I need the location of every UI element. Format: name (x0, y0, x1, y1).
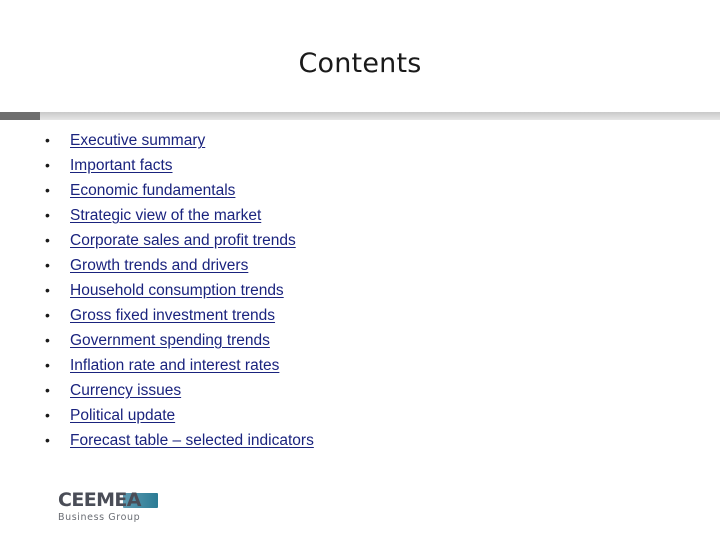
company-logo (58, 490, 168, 523)
contents-link-executive-summary[interactable]: Executive summary (70, 132, 206, 149)
bullet-icon: • (45, 407, 50, 423)
list-item (0, 278, 314, 303)
bullet-icon: • (45, 357, 50, 373)
bullet-icon: • (45, 207, 50, 223)
logo-subtitle: Business Group (58, 512, 141, 523)
divider-dark-segment (0, 112, 40, 120)
list-item (0, 303, 314, 328)
bullet-icon: • (45, 282, 50, 298)
list-item (0, 353, 314, 378)
contents-link-government-spending[interactable]: Government spending trends (70, 332, 270, 349)
logo-wordmark (58, 490, 168, 510)
slide-title: Contents (298, 48, 422, 79)
logo-name: CEEMEA (58, 489, 141, 511)
bullet-icon: • (45, 232, 50, 248)
list-item (0, 203, 314, 228)
contents-list (0, 128, 314, 453)
contents-link-political-update[interactable]: Political update (70, 407, 176, 424)
list-item (0, 428, 314, 453)
title-divider (0, 112, 720, 120)
list-item (0, 178, 314, 203)
list-item (0, 328, 314, 353)
contents-link-inflation-interest[interactable]: Inflation rate and interest rates (70, 357, 280, 374)
list-item (0, 403, 314, 428)
list-item (0, 253, 314, 278)
contents-link-household-consumption[interactable]: Household consumption trends (70, 282, 284, 299)
bullet-icon: • (45, 332, 50, 348)
contents-link-corporate-sales[interactable]: Corporate sales and profit trends (70, 232, 296, 249)
contents-link-forecast-table[interactable]: Forecast table – selected indicators (70, 432, 314, 449)
bullet-icon: • (45, 157, 50, 173)
bullet-icon: • (45, 132, 50, 148)
contents-link-currency-issues[interactable]: Currency issues (70, 382, 182, 399)
contents-link-important-facts[interactable]: Important facts (70, 157, 173, 174)
contents-link-growth-trends[interactable]: Growth trends and drivers (70, 257, 249, 274)
bullet-icon: • (45, 257, 50, 273)
bullet-icon: • (45, 382, 50, 398)
list-item (0, 128, 314, 153)
contents-link-strategic-view[interactable]: Strategic view of the market (70, 207, 262, 224)
divider-light-segment (40, 112, 720, 120)
list-item (0, 378, 314, 403)
bullet-icon: • (45, 182, 50, 198)
list-item (0, 153, 314, 178)
bullet-icon: • (45, 307, 50, 323)
contents-link-economic-fundamentals[interactable]: Economic fundamentals (70, 182, 236, 199)
contents-link-gross-fixed-investment[interactable]: Gross fixed investment trends (70, 307, 276, 324)
list-item (0, 228, 314, 253)
bullet-icon: • (45, 432, 50, 448)
